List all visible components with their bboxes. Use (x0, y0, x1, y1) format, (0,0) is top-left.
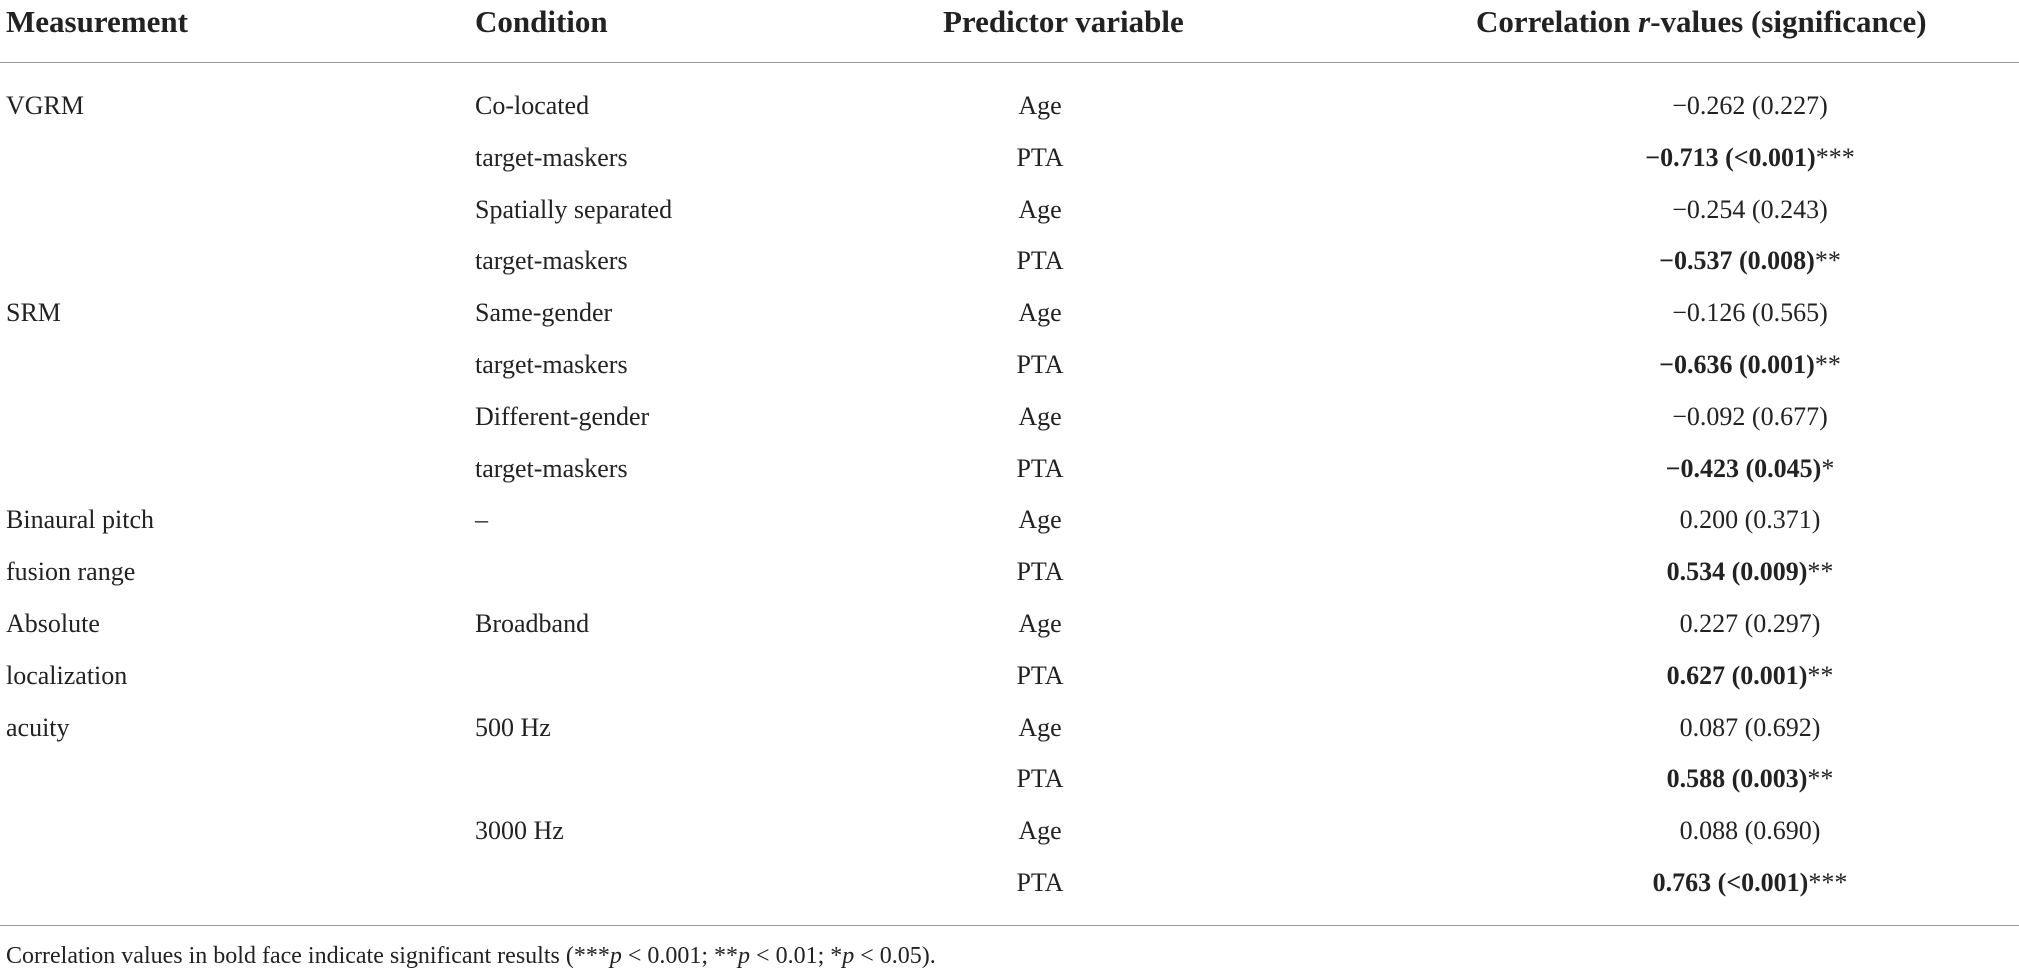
table-row (0, 443, 2019, 495)
cell-predictor: PTA (1016, 660, 1064, 690)
cell-measurement: VGRM (6, 91, 85, 120)
cell-predictor: Age (1018, 816, 1062, 846)
correlation-value: −0.126 (0.565) (1672, 298, 1828, 328)
cell-predictor: PTA (1016, 453, 1064, 483)
bottom-rule (0, 925, 2019, 926)
cell-correlation (1540, 443, 1960, 495)
cell-predictor: PTA (1016, 557, 1064, 587)
header-measurement: Measurement (6, 4, 188, 39)
correlation-value: −0.254 (0.243) (1672, 194, 1828, 224)
cell-measurement: fusion range (6, 557, 136, 587)
significance-stars: ** (1807, 660, 1834, 690)
table-row (0, 702, 2019, 754)
footnote-stars-2: ** (714, 943, 739, 969)
footnote-stars-1: *** (573, 943, 610, 969)
correlation-value: −0.262 (0.227) (1672, 91, 1828, 120)
cell-correlation (1540, 132, 1960, 184)
cell-predictor: Age (1018, 298, 1062, 328)
footnote-threshold-2: < 0.01; (750, 943, 831, 969)
footnote-stars-3: * (830, 943, 843, 969)
footnote-threshold-1: < 0.001; (621, 943, 715, 969)
table-row (0, 598, 2019, 650)
table-row (0, 494, 2019, 546)
header-correlation-pre: Correlation (1476, 4, 1639, 39)
significance-stars: *** (1808, 868, 1848, 897)
cell-predictor: Age (1018, 91, 1062, 120)
cell-predictor: PTA (1016, 142, 1064, 172)
correlation-value: 0.534 (0.009) (1666, 557, 1808, 587)
cell-correlation (1540, 184, 1960, 236)
table-row (0, 184, 2019, 236)
cell-condition: target-maskers (475, 246, 628, 276)
correlation-value: −0.713 (<0.001) (1645, 142, 1816, 172)
header-condition: Condition (475, 4, 608, 39)
cell-condition: Same-gender (475, 298, 613, 328)
cell-correlation (1540, 287, 1960, 339)
cell-measurement: Absolute (6, 609, 100, 638)
significance-stars: ** (1814, 350, 1841, 379)
cell-condition: Co-located (475, 91, 590, 120)
cell-correlation (1540, 702, 1960, 754)
cell-condition: – (475, 505, 488, 535)
table-row (0, 235, 2019, 287)
table-row (0, 339, 2019, 391)
cell-correlation (1540, 235, 1960, 287)
header-rule (0, 62, 2019, 63)
cell-correlation (1540, 339, 1960, 391)
significance-stars: ** (1814, 246, 1841, 276)
table-row (0, 805, 2019, 857)
cell-predictor: Age (1018, 712, 1062, 742)
cell-condition: Broadband (475, 609, 590, 638)
cell-predictor: Age (1018, 505, 1062, 535)
correlation-value: 0.200 (0.371) (1679, 505, 1821, 535)
cell-correlation (1540, 391, 1960, 443)
table-row (0, 753, 2019, 805)
table-row (0, 132, 2019, 184)
correlation-value: 0.088 (0.690) (1679, 816, 1821, 846)
correlation-value: −0.092 (0.677) (1672, 401, 1828, 431)
cell-measurement: SRM (6, 298, 61, 328)
table-header-row (0, 0, 2019, 62)
significance-stars: ** (1807, 557, 1834, 587)
cell-predictor: Age (1018, 194, 1062, 224)
cell-condition: 3000 Hz (475, 816, 564, 846)
footnote-p-2: p (738, 943, 751, 969)
cell-condition: Different-gender (475, 401, 650, 431)
cell-predictor: PTA (1016, 764, 1064, 794)
table-footnote (6, 940, 936, 972)
cell-condition: 500 Hz (475, 712, 551, 742)
footnote-p-3: p (842, 943, 855, 969)
table-row (0, 391, 2019, 443)
cell-correlation (1540, 753, 1960, 805)
correlation-value: −0.537 (0.008) (1659, 246, 1815, 276)
cell-predictor: Age (1018, 609, 1062, 638)
header-correlation-r: r (1638, 4, 1651, 39)
cell-condition: Spatially separated (475, 194, 673, 224)
table-row (0, 80, 2019, 132)
cell-correlation (1540, 857, 1960, 909)
cell-measurement: localization (6, 660, 128, 690)
cell-condition: target-maskers (475, 350, 628, 379)
cell-predictor: PTA (1016, 868, 1064, 897)
footnote-threshold-3: < 0.05). (854, 943, 936, 969)
table-row (0, 546, 2019, 598)
correlation-value: 0.588 (0.003) (1666, 764, 1808, 794)
cell-correlation (1540, 546, 1960, 598)
correlation-value: 0.627 (0.001) (1666, 660, 1808, 690)
cell-correlation (1540, 598, 1960, 650)
significance-stars: * (1821, 453, 1835, 483)
cell-condition: target-maskers (475, 142, 628, 172)
significance-stars: *** (1815, 142, 1855, 172)
correlation-value: −0.423 (0.045) (1665, 453, 1822, 483)
cell-correlation (1540, 494, 1960, 546)
header-correlation-post: -values (significance) (1650, 4, 1927, 39)
cell-correlation (1540, 650, 1960, 702)
correlation-value: 0.763 (<0.001) (1652, 868, 1809, 897)
table-row (0, 287, 2019, 339)
header-correlation (1476, 0, 1927, 44)
correlation-value: −0.636 (0.001) (1659, 350, 1815, 379)
footnote-text: Correlation values in bold face indicate significant results ( (6, 943, 574, 969)
cell-predictor: PTA (1016, 350, 1064, 379)
cell-correlation (1540, 80, 1960, 132)
header-predictor-variable: Predictor variable (943, 4, 1184, 39)
table-row (0, 650, 2019, 702)
correlation-value: 0.087 (0.692) (1679, 712, 1821, 742)
cell-measurement: acuity (6, 712, 70, 742)
cell-predictor: Age (1018, 401, 1062, 431)
cell-measurement: Binaural pitch (6, 505, 155, 535)
cell-condition: target-maskers (475, 453, 628, 483)
cell-correlation (1540, 805, 1960, 857)
correlation-value: 0.227 (0.297) (1679, 609, 1821, 638)
footnote-p-1: p (609, 943, 622, 969)
cell-predictor: PTA (1016, 246, 1064, 276)
significance-stars: ** (1807, 764, 1834, 794)
table-row (0, 857, 2019, 909)
